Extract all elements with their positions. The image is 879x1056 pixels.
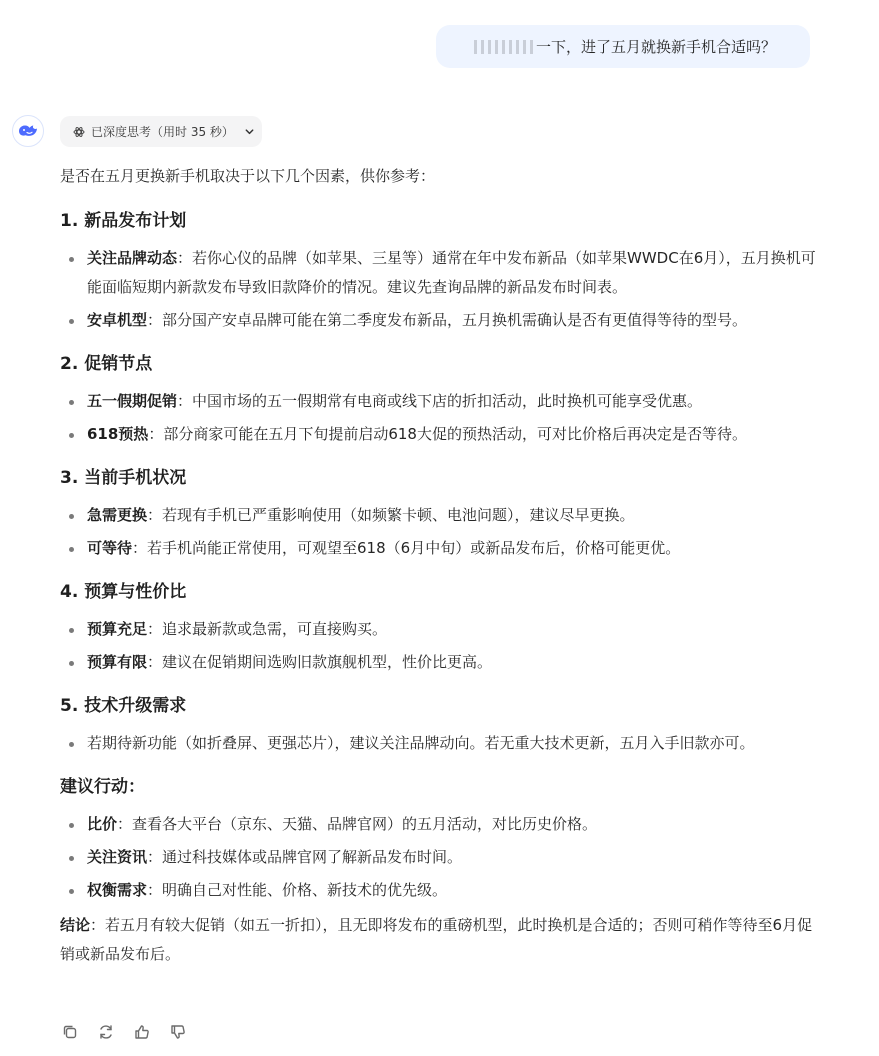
conclusion-text: ：若五月有较大促销（如五一折扣），且无即将发布的重磅机型，此时换机是合适的；否则可稍作等待至6月促销或新品发布后。 <box>60 916 813 963</box>
section-list <box>60 501 820 563</box>
answer-sections <box>60 206 820 905</box>
section-list <box>60 387 820 449</box>
list-item <box>60 843 820 872</box>
dislike-button[interactable] <box>168 1022 188 1042</box>
thumbs-down-icon <box>169 1023 187 1041</box>
list-item <box>60 876 820 905</box>
deep-think-label: 已深度思考（用时 35 秒） <box>91 125 234 139</box>
list-item-term: 可等待 <box>87 539 133 557</box>
like-button[interactable] <box>132 1022 152 1042</box>
section-heading: 2. 促销节点 <box>60 354 153 374</box>
list-item-text: ：若现有手机已严重影响使用（如频繁卡顿、电池问题），建议尽早更换。 <box>147 506 635 524</box>
answer-intro: 是否在五月更换新手机取决于以下几个因素，供你参考： <box>60 167 436 185</box>
list-item <box>60 387 820 416</box>
list-item-term: 预算有限 <box>87 653 148 671</box>
list-item <box>60 244 820 302</box>
answer-conclusion <box>60 911 820 969</box>
section-heading: 1. 新品发布计划 <box>60 211 187 231</box>
refresh-icon <box>97 1023 115 1041</box>
copy-icon <box>61 1023 79 1041</box>
list-item <box>60 648 820 677</box>
copy-button[interactable] <box>60 1022 80 1042</box>
redacted-text <box>474 40 534 54</box>
list-item-term: 比价 <box>87 815 118 833</box>
list-item <box>60 501 820 530</box>
list-item-term: 权衡需求 <box>87 881 148 899</box>
chevron-down-icon <box>244 126 255 137</box>
user-message-bubble <box>436 25 810 68</box>
regenerate-button[interactable] <box>96 1022 116 1042</box>
section-list <box>60 244 820 335</box>
section-heading: 4. 预算与性价比 <box>60 582 187 602</box>
deep-think-toggle[interactable] <box>60 116 262 147</box>
list-item <box>60 534 820 563</box>
list-item-term: 关注品牌动态 <box>87 249 178 267</box>
list-item-term: 安卓机型 <box>87 311 148 329</box>
list-item <box>60 729 820 758</box>
section-heading: 建议行动： <box>60 777 145 797</box>
list-item-term: 关注资讯 <box>87 848 148 866</box>
list-item-text: ：中国市场的五一假期常有电商或线下店的折扣活动，此时换机可能享受优惠。 <box>177 392 703 410</box>
list-item-text: 若期待新功能（如折叠屏、更强芯片），建议关注品牌动向。若无重大技术更新，五月入手旧款亦可。 <box>87 734 755 752</box>
section-list <box>60 615 820 677</box>
list-item-text: ：部分国产安卓品牌可能在第二季度发布新品，五月换机需确认是否有更值得等待的型号。 <box>147 311 748 329</box>
list-item-term: 五一假期促销 <box>87 392 178 410</box>
thumbs-up-icon <box>133 1023 151 1041</box>
list-item <box>60 810 820 839</box>
whale-logo-icon <box>16 119 40 143</box>
assistant-avatar <box>12 115 44 147</box>
list-item <box>60 615 820 644</box>
message-actions <box>60 1022 188 1042</box>
section-list <box>60 810 820 905</box>
list-item <box>60 420 820 449</box>
list-item-text: ：追求最新款或急需，可直接购买。 <box>147 620 388 638</box>
list-item-term: 预算充足 <box>87 620 148 638</box>
list-item-text: ：若你心仪的品牌（如苹果、三星等）通常在年中发布新品（如苹果WWDC在6月），五月换机可能面临短期内新款发布导致旧款降价的情况。建议先查询品牌的新品发布时间表。 <box>87 249 816 296</box>
section-list <box>60 729 820 758</box>
list-item-text: ：通过科技媒体或品牌官网了解新品发布时间。 <box>147 848 463 866</box>
list-item-text: ：部分商家可能在五月下旬提前启动618大促的预热活动，可对比价格后再决定是否等待。 <box>148 425 747 443</box>
list-item-term: 急需更换 <box>87 506 148 524</box>
list-item-text: ：查看各大平台（京东、天猫、品牌官网）的五月活动，对比历史价格。 <box>117 815 598 833</box>
user-message-text: 一下，进了五月就换新手机合适吗？ <box>536 38 777 56</box>
atom-icon <box>73 126 85 138</box>
list-item-text: ：明确自己对性能、价格、新技术的优先级。 <box>147 881 448 899</box>
section-heading: 5. 技术升级需求 <box>60 696 187 716</box>
conclusion-term: 结论 <box>60 916 91 934</box>
list-item-text: ：建议在促销期间选购旧款旗舰机型，性价比更高。 <box>147 653 493 671</box>
list-item <box>60 306 820 335</box>
list-item-term: 618预热 <box>87 425 149 443</box>
list-item-text: ：若手机尚能正常使用，可观望至618（6月中旬）或新品发布后，价格可能更优。 <box>132 539 681 557</box>
assistant-answer <box>60 160 820 969</box>
section-heading: 3. 当前手机状况 <box>60 468 187 488</box>
